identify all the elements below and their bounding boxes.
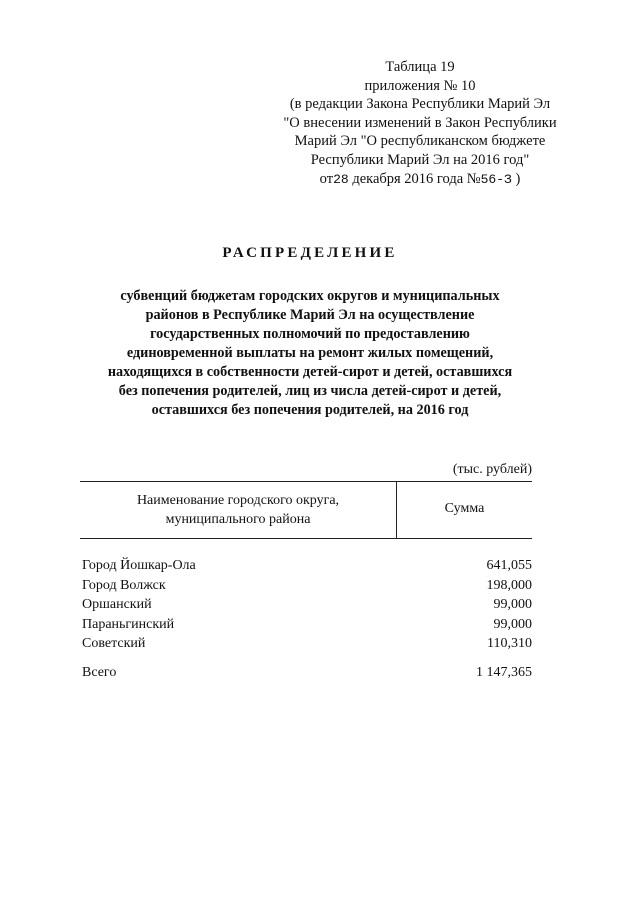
table-header	[80, 481, 532, 539]
edition-line-1: (в редакции Закона Республики Марий Эл	[289, 96, 551, 113]
row-name: Город Волжск	[82, 577, 166, 593]
subtitle-line: субвенций бюджетам городских округов и муниципальных	[120, 288, 500, 304]
appendix-number: приложения № 10	[364, 77, 476, 94]
table-number: Таблица 19	[385, 59, 455, 75]
subtitle-line: без попечения родителей, лиц из числа детей-сирот и детей,	[118, 383, 502, 399]
table-total-row	[82, 663, 532, 683]
subtitle-line: оставшихся без попечения родителей, на 2016 год	[151, 402, 469, 418]
row-name: Оршанский	[82, 597, 152, 612]
subtitle-line: находящихся в собственности детей-сирот и детей, оставшихся	[107, 364, 513, 380]
subtitle-line: единовременной выплаты на ремонт жилых помещений,	[126, 345, 494, 361]
subtitle-line: государственных полномочий по предоставлению	[150, 326, 470, 342]
table-row	[82, 576, 532, 596]
law-date-day: 28	[333, 171, 349, 187]
row-name: Параньгинский	[82, 616, 175, 632]
subtitle-line: районов в Республике Марий Эл на осуществление	[145, 307, 475, 323]
table-row	[82, 595, 532, 615]
row-sum: 99,000	[493, 616, 532, 632]
law-date-line	[270, 170, 570, 190]
law-date-middle: декабря 2016 года №	[352, 170, 481, 187]
document-subtitle	[70, 287, 550, 420]
table-row	[82, 634, 532, 654]
document-title: РАСПРЕДЕЛЕНИЕ	[222, 245, 398, 261]
total-sum: 1 147,365	[476, 665, 532, 680]
column-header-name-line: муниципального района	[165, 512, 311, 527]
units-label: (тыс. рублей)	[452, 462, 532, 477]
table-row	[82, 556, 532, 576]
table-body	[82, 556, 532, 654]
row-sum: 641,055	[486, 558, 532, 573]
edition-line-4: Республики Марий Эл на 2016 год"	[310, 151, 530, 168]
total-label: Всего	[82, 665, 117, 680]
table-row	[82, 615, 532, 635]
law-number: 56-З	[480, 171, 512, 187]
edition-line-2: "О внесении изменений в Закон Республики	[283, 114, 557, 131]
column-header-sum: Сумма	[444, 501, 485, 516]
row-sum: 99,000	[493, 597, 532, 612]
column-header-name-line: Наименование городского округа,	[136, 493, 340, 508]
row-name: Советский	[82, 636, 146, 651]
row-sum: 198,000	[486, 577, 532, 593]
law-date-suffix: )	[515, 170, 521, 187]
law-date-prefix: от	[319, 170, 334, 187]
edition-line-3: Марий Эл "О республиканском бюджете	[294, 133, 546, 150]
row-sum: 110,310	[487, 636, 532, 651]
column-header-name	[80, 491, 396, 529]
row-name: Город Йошкар-Ола	[82, 558, 196, 573]
header-block	[270, 58, 570, 189]
